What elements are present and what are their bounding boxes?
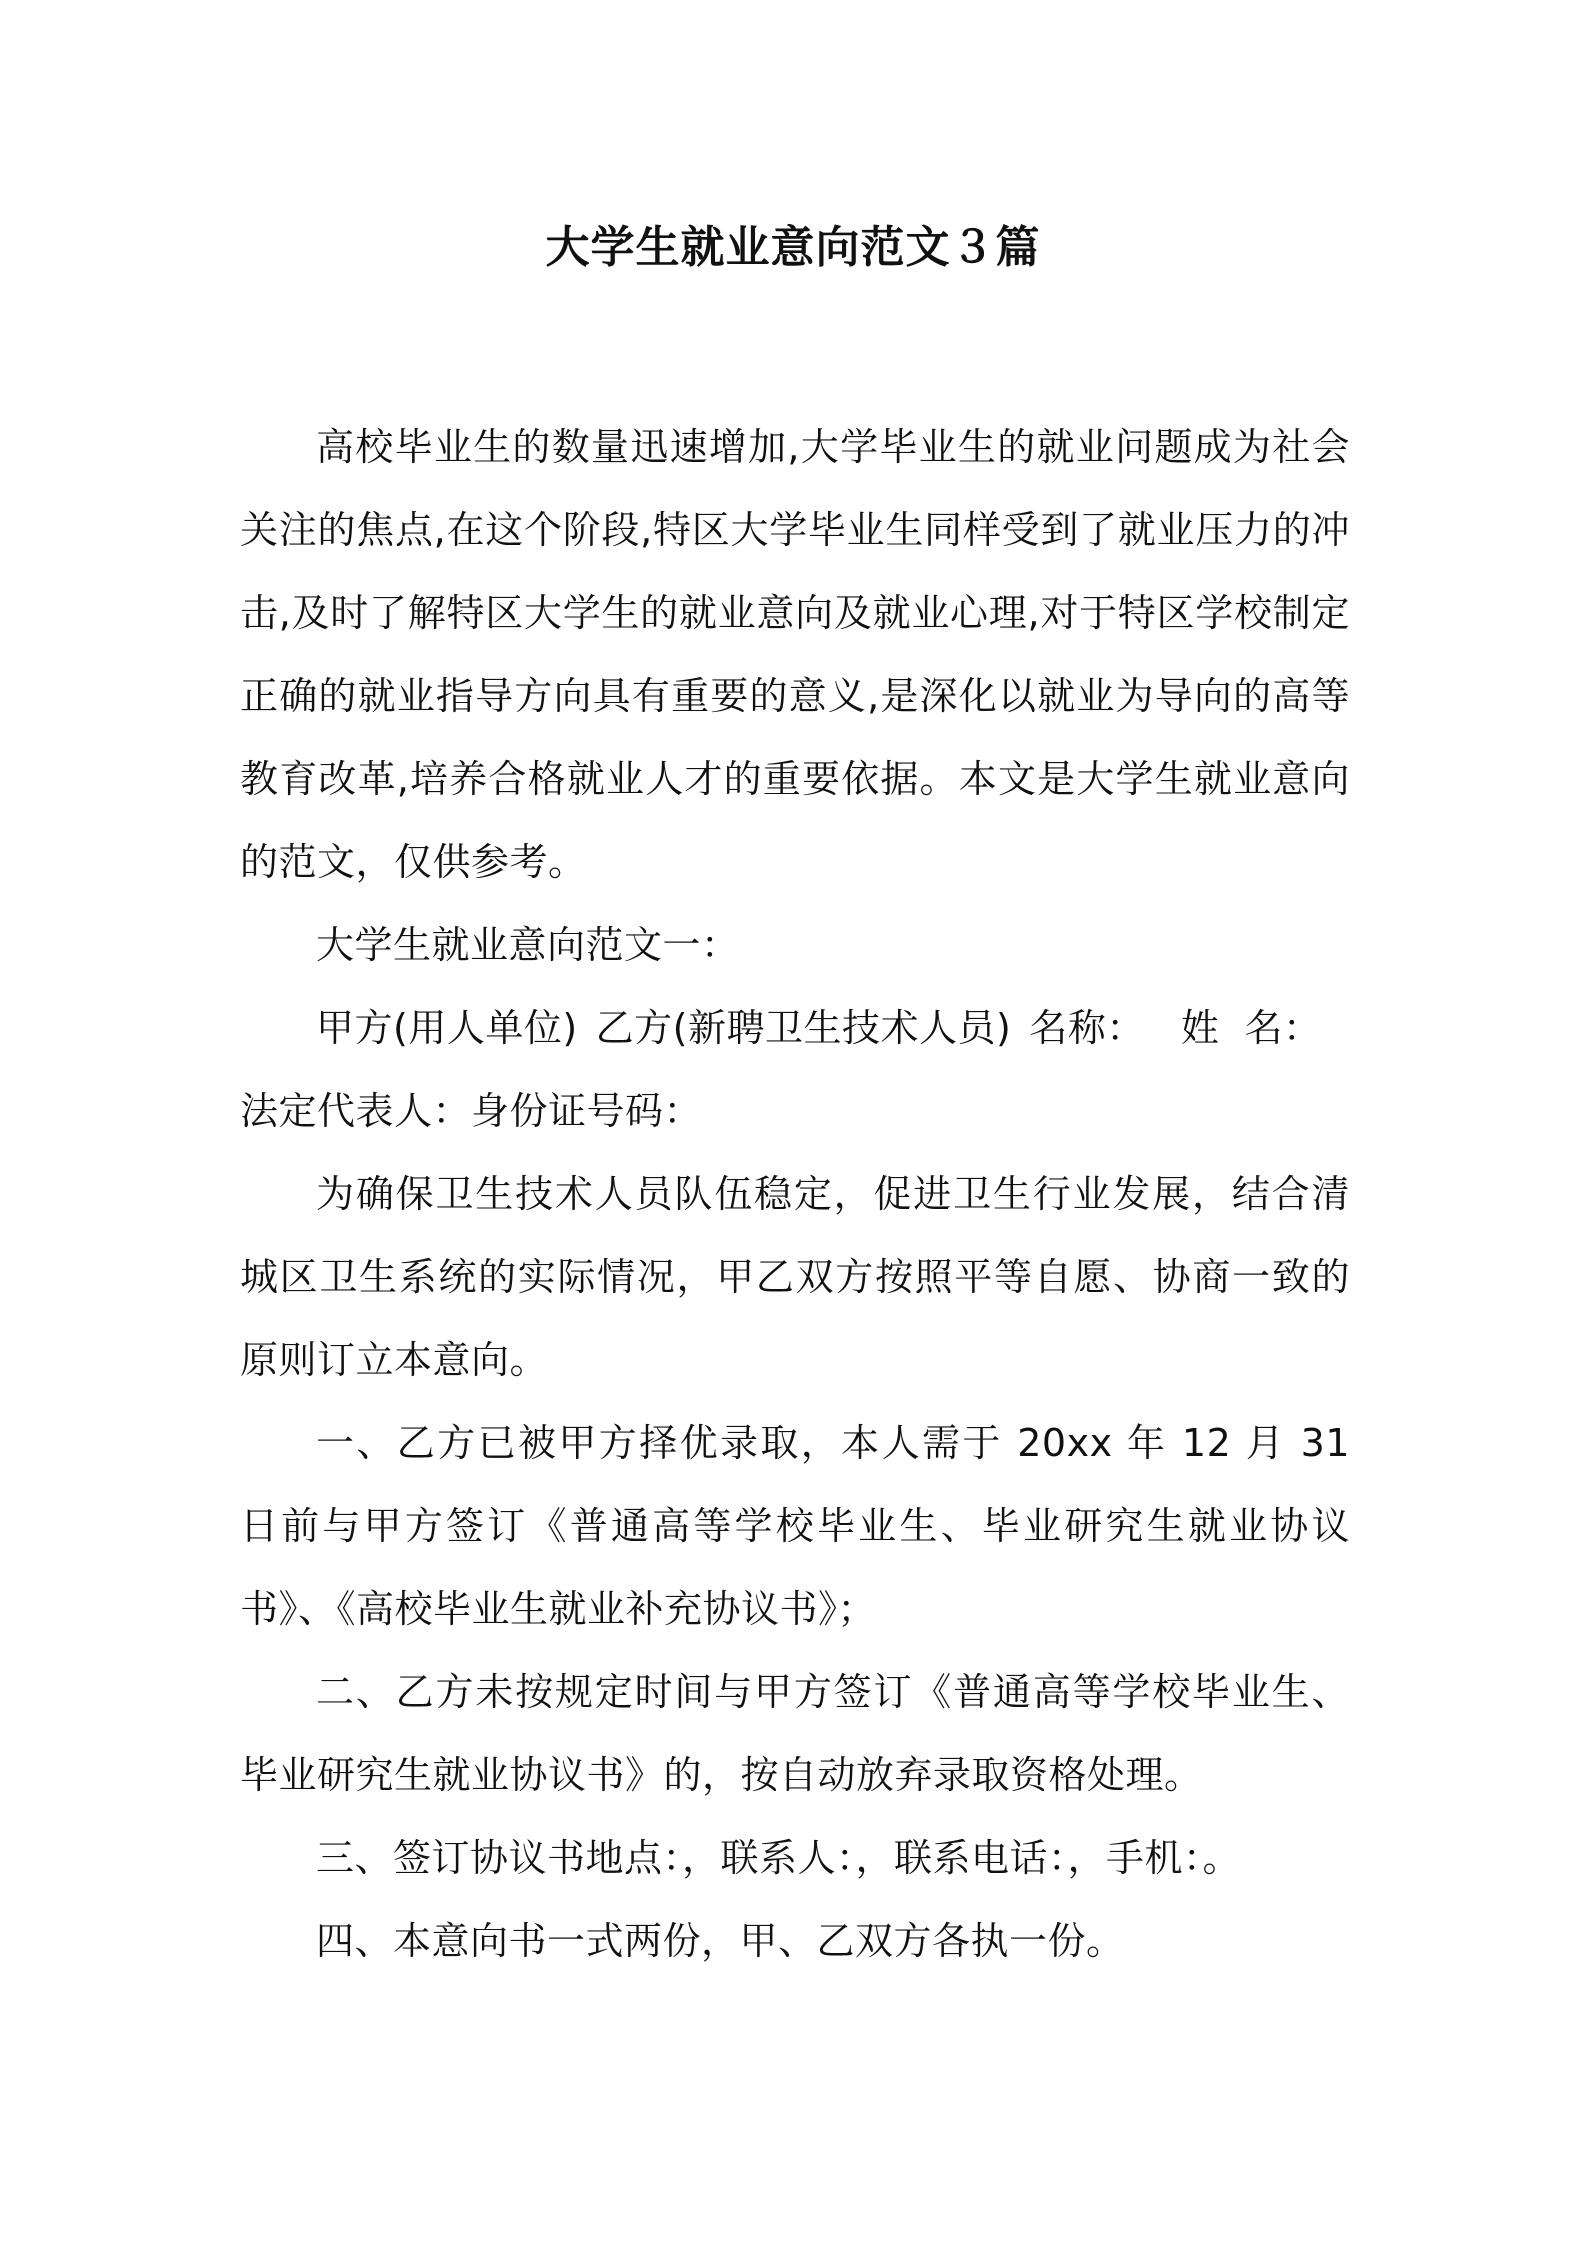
section-heading: 大学生就业意向范文一： [316,923,740,967]
clause-1: 一、乙方已被甲方择优录取，本人需于 20xx 年 12 月 31 日前与甲方签订《普通高等学校毕业生、毕业研究生就业协议书》、《高校毕业生就业补充协议书》； [240,1421,1350,1631]
clause-2: 二、乙方未按规定时间与甲方签订《普通高等学校毕业生、毕业研究生就业协议书》的，按自动放弃录取资格处理。 [240,1670,1350,1797]
rep-fields-row [240,1070,1350,1153]
legal-rep-label: 法定代表人： [240,1089,472,1133]
document-title: 大学生就业意向范文３篇 [545,222,1041,273]
party-a-label: 甲方(用人单位) [316,1006,578,1050]
id-number-label: 身份证号码： [471,1089,703,1133]
preamble-paragraph: 为确保卫生技术人员队伍稳定，促进卫生行业发展，结合清城区卫生系统的实际情况，甲乙双方按照平等自愿、协商一致的原则订立本意向。 [240,1172,1350,1382]
person-name-label: 姓 名： [1180,1006,1322,1050]
intro-paragraph: 高校毕业生的数量迅速增加,大学毕业生的就业问题成为社会关注的焦点,在这个阶段,特区大学毕业生同样受到了就业压力的冲击,及时了解特区大学生的就业意向及就业心理,对于特区学校制定正确的就业指导方向具有重要的意义,是深化以就业为导向的高等教育改革,培养合格就业人才的重要依据。本文是大学生就业意向的范文，仅供参考。 [240,425,1350,884]
clause-3: 三、签订协议书地点：，联系人：，联系电话：，手机：。 [316,1836,1242,1880]
document-body [240,406,1350,1983]
clause-4: 四、本意向书一式两份，甲、乙双方各执一份。 [316,1919,1125,1963]
party-b-label: 乙方(新聘卫生技术人员) [595,1006,1012,1050]
party-fields-row [240,987,1350,1070]
name-label: 名称： [1029,1006,1145,1050]
